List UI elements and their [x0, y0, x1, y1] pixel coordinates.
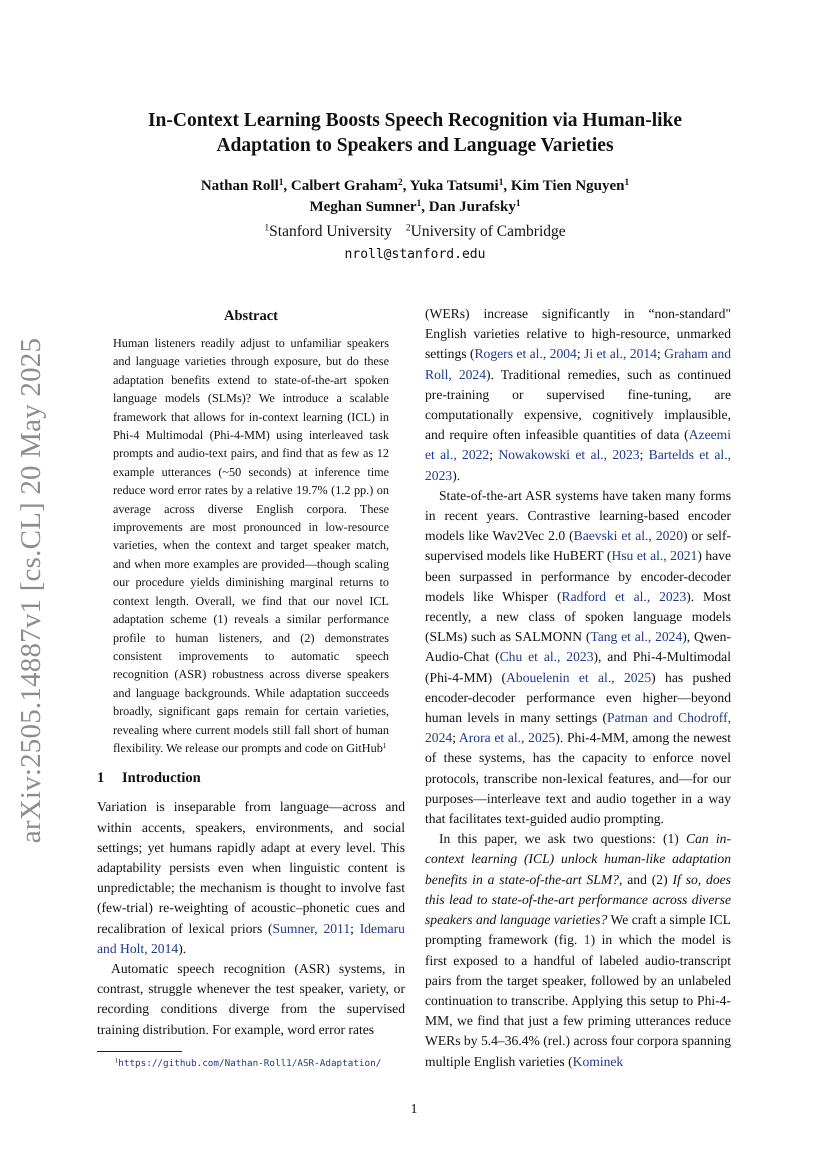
affiliation-marker: 1 — [498, 177, 504, 188]
affiliation-name: University of Cambridge — [410, 223, 566, 240]
author-separator: , — [421, 199, 429, 215]
footnote-marker: 1 — [115, 1057, 119, 1065]
right-column — [425, 304, 731, 1072]
body-text: ). Traditional remedies, such as continued pre-training or supervised fine-tuning, are computationally expensive, cognitively implausible, and require often infeasible quantities of data ( — [425, 366, 732, 443]
paragraph — [425, 304, 731, 486]
body-text: In this paper, we ask two questions: (1) — [439, 831, 687, 847]
citation-link[interactable]: Idemaru and Holt, 2014 — [97, 920, 405, 956]
body-text: (WERs) increase significantly in “non-standard" English varieties relative to high-resource, unmarked settings ( — [425, 306, 731, 362]
contact-email: nroll@stanford.edu — [344, 247, 486, 262]
paragraph — [425, 486, 731, 829]
author-name: Nathan Roll — [200, 178, 279, 194]
citation-link[interactable]: 1 — [583, 932, 591, 948]
body-text: ). — [452, 467, 461, 483]
author-separator: , — [402, 178, 410, 194]
footnote — [97, 1057, 405, 1071]
body-text: ), Qwen-Audio-Chat ( — [425, 629, 731, 665]
body-text: We craft a simple ICL prompting framework (fig. — [425, 912, 731, 948]
introduction-body-right — [425, 304, 731, 1072]
affiliation-marker: 1 — [624, 177, 630, 188]
citation-link[interactable]: Patman and Chodroff, 2024 — [425, 710, 731, 746]
affiliation-name: Stanford University — [269, 223, 392, 240]
introduction-body-left — [97, 797, 405, 1039]
paragraph — [97, 797, 405, 959]
author-separator: , — [503, 178, 511, 194]
page-number: 1 — [410, 1102, 418, 1117]
body-text: ; — [576, 346, 585, 362]
body-text: ; — [639, 447, 649, 463]
affiliation-marker: 2 — [398, 177, 403, 188]
footnote-rule — [97, 1051, 182, 1052]
author-name: Meghan Sumner — [309, 199, 417, 215]
author-name: Yuka Tatsumi — [409, 178, 499, 194]
affiliation-marker: 1 — [278, 177, 284, 188]
left-column — [97, 306, 405, 1071]
body-text: ) has pushed encoder-decoder performance even higher—beyond human levels in many settings ( — [425, 669, 731, 726]
author-line — [110, 176, 720, 197]
title-line: Adaptation to Speakers and Language Varieties — [216, 135, 614, 156]
body-text: ; — [489, 447, 499, 463]
affiliation-marker: 2 — [405, 222, 411, 234]
citation-link[interactable]: Abouelenin et al., 2025 — [506, 669, 652, 685]
citation-link[interactable]: Rogers et al., 2004 — [474, 346, 577, 362]
abstract-heading: Abstract — [224, 308, 278, 324]
body-text: , and (2) — [618, 871, 673, 887]
affiliation-marker: 1 — [515, 198, 521, 209]
affiliation-marker: 1 — [264, 222, 270, 234]
body-text: ). — [178, 940, 187, 956]
body-text: ) have been surpassed in performance by encoder-decoder models like Whisper ( — [425, 548, 731, 604]
author-name: Calbert Graham — [290, 178, 398, 194]
abstract-body — [113, 334, 389, 757]
arxiv-identifier — [12, 337, 52, 843]
author-list — [110, 176, 720, 218]
body-text: ; — [452, 730, 459, 746]
title-line: In-Context Learning Boosts Speech Recognition via Human-like — [147, 110, 683, 131]
citation-link[interactable]: Nowakowski et al., 2023 — [498, 447, 640, 463]
section-heading — [97, 768, 405, 788]
body-text: Variation is inseparable from language—across and within accents, speakers, environments, and social settings; yet humans rapidly adapt at every level. This adaptability persists even when linguistic content is unpredictable; the mechanism is thought to involve fast (few-trial) re-weighting of acoustic–phonetic cues and recalibration of lexical priors ( — [97, 799, 405, 936]
body-text: Human listeners readily adjust to unfamiliar speakers and language varieties through exposure, but do these adaptation benefits extend to state-of-the-art spoken language models (SLMs)? We introduce a scalable framework that allows for in-context learning (ICL) in Phi-4 Multimodal (Phi-4-MM) using interleaved task prompts and audio-text pairs, and find that as few as 12 example utterances (~50 seconds) at inference time reduce word error rates by a relative 19.7% (1.2 pp.) on average across diverse English corpora. These improvements are most pronounced in low-resource varieties, when the context and target speaker match, and when more examples are provided—though scaling our procedure yields diminishing marginal returns to context length. Overall, we find that our novel ICL adaptation scheme (1) reveals a similar performance profile to human listeners, and (2) demonstrates consistent improvements to automatic speech recognition (ASR) robustness across diverse speakers and language backgrounds. While adaptation succeeds broadly, significant gaps remain for certain varieties, revealing where current models still fall short of human flexibility. We release our prompts and code on GitHub — [113, 336, 389, 755]
footnote-marker: 1 — [382, 740, 387, 750]
affiliation — [406, 223, 566, 240]
body-text: Automatic speech recognition (ASR) systems, in contrast, struggle whenever the test speaker, variety, or recording conditions diverge from the supervised training distribution. For example, word error rates — [97, 960, 405, 1037]
author-separator: , — [283, 178, 291, 194]
section-number: 1 — [97, 770, 105, 787]
body-text: ). Most recently, a new class of spoken language models (SLMs) such as SALMONN ( — [425, 588, 731, 645]
paper-title — [110, 108, 720, 158]
body-text: ) in which the model is first exposed to a handful of labeled audio-transcript pairs from the target speaker, followed by an unlabeled continuation to transcribe. Applying this setup to Phi-4-MM, we find that just a few priming utterances reduce WERs by 5.4–36.4% (rel.) across four corpora spanning multiple English varieties ( — [425, 932, 732, 1069]
emphasis-text: If so, does this lead to state-of-the-art performance across diverse speakers and language varieties? — [425, 871, 731, 928]
body-text: State-of-the-art ASR systems have taken many forms in recent years. Contrastive learning-based encoder models like Wav2Vec 2.0 ( — [425, 487, 731, 544]
author-name: Kim Tien Nguyen — [510, 178, 625, 194]
citation-link[interactable]: Chu et al., 2023 — [499, 649, 594, 665]
body-text: ). Phi-4-MM, among the newest of these systems, has the capacity to enforce novel protocols, transcribe non-lexical features, and—for our purposes—interleave text and audio together in a way that facilitates text-guided audio prompting. — [425, 730, 731, 827]
body-text: ; — [350, 920, 360, 936]
paragraph — [425, 829, 731, 1071]
citation-link[interactable]: Kominek — [572, 1053, 624, 1069]
citation-link[interactable]: Bartelds et al., 2023 — [425, 447, 731, 483]
citation-link[interactable]: Sumner, 2011 — [272, 920, 351, 936]
paragraph — [97, 959, 405, 1040]
footnote-url-link[interactable]: https://github.com/Nathan-Roll1/ASR-Adaptation/ — [118, 1057, 382, 1069]
citation-link[interactable]: Tang et al., 2024 — [590, 629, 683, 645]
emphasis-text: Can in-context learning (ICL) unlock human-like adaptation benefits in a state-of-the-art SLM? — [425, 831, 731, 887]
citation-link[interactable]: Graham and Roll, 2024 — [425, 346, 731, 382]
citation-link[interactable]: Hsu et al., 2021 — [611, 548, 698, 564]
arxiv-identifier-text: arXiv:2505.14887v1 [cs.CL] 20 May 2025 — [15, 337, 48, 843]
citation-link[interactable]: Ji et al., 2014 — [584, 346, 657, 362]
body-text: ), and Phi-4-Multimodal (Phi-4-MM) ( — [425, 649, 731, 685]
author-name: Dan Jurafsky — [428, 199, 516, 215]
body-text: ) or self-supervised models like HuBERT ( — [425, 528, 731, 564]
affiliation-marker: 1 — [416, 198, 422, 209]
affiliations — [110, 221, 720, 243]
author-line — [110, 197, 720, 218]
citation-link[interactable]: Radford et al., 2023 — [561, 588, 687, 604]
citation-link[interactable]: Azeemi et al., 2022 — [425, 427, 731, 463]
citation-link[interactable]: Baevski et al., 2020 — [573, 528, 684, 544]
body-text: ; — [656, 346, 665, 362]
citation-link[interactable]: Arora et al., 2025 — [458, 730, 556, 746]
affiliation — [264, 223, 392, 240]
section-title: Introduction — [122, 770, 201, 787]
